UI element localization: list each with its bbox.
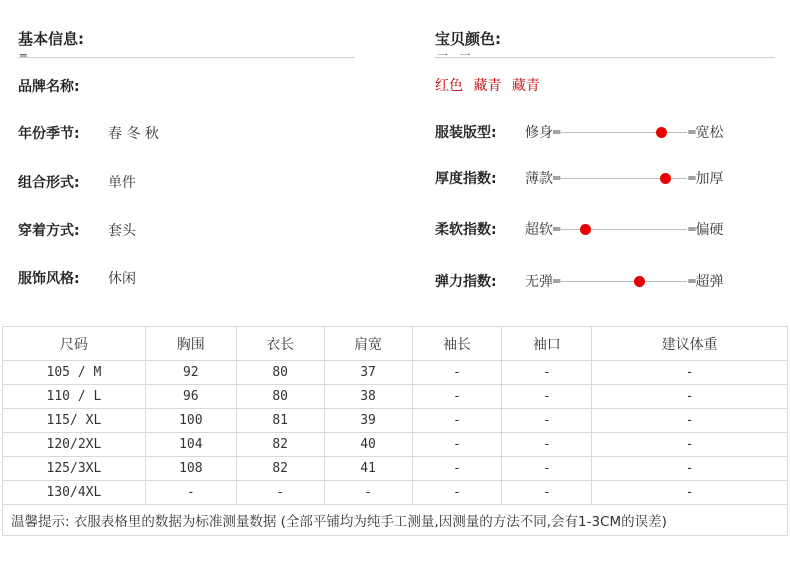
field-value: 单件 bbox=[108, 175, 136, 191]
table-cell: - bbox=[412, 385, 502, 409]
table-row bbox=[3, 457, 788, 481]
slider-high-label: 偏硬 bbox=[695, 222, 724, 238]
basic-info-divider bbox=[18, 57, 355, 58]
table-note-row bbox=[3, 505, 788, 536]
table-cell: 39 bbox=[324, 409, 412, 433]
table-cell: - bbox=[502, 457, 592, 481]
table-cell: - bbox=[236, 481, 324, 505]
table-cell: 82 bbox=[236, 457, 324, 481]
table-cell: 80 bbox=[236, 361, 324, 385]
table-cell: 41 bbox=[324, 457, 412, 481]
table-cell: - bbox=[592, 481, 788, 505]
table-header-cell: 肩宽 bbox=[324, 327, 412, 361]
slider-softness bbox=[435, 219, 723, 239]
table-cell: 96 bbox=[145, 385, 236, 409]
table-cell: - bbox=[502, 361, 592, 385]
slider-left-cap: ═ bbox=[553, 274, 561, 288]
field-value: 套头 bbox=[108, 223, 136, 239]
table-cell: - bbox=[324, 481, 412, 505]
size-table bbox=[2, 326, 788, 536]
table-cell: 120/2XL bbox=[3, 433, 146, 457]
slider-indicator bbox=[656, 127, 667, 138]
table-header-cell: 建议体重 bbox=[592, 327, 788, 361]
table-row bbox=[3, 409, 788, 433]
field-label: 组合形式: bbox=[18, 175, 80, 191]
field-wearing bbox=[18, 220, 136, 240]
field-label: 年份季节: bbox=[18, 126, 80, 142]
table-cell: - bbox=[412, 433, 502, 457]
colors-divider bbox=[435, 57, 775, 58]
slider-low-label: 超软 bbox=[525, 222, 553, 238]
table-header-cell: 胸围 bbox=[145, 327, 236, 361]
slider-right-cap: ═ bbox=[688, 125, 696, 139]
table-cell: - bbox=[502, 481, 592, 505]
table-cell: - bbox=[145, 481, 236, 505]
table-cell: 104 bbox=[145, 433, 236, 457]
field-label: 服饰风格: bbox=[18, 271, 80, 287]
table-cell: 108 bbox=[145, 457, 236, 481]
table-cell: 100 bbox=[145, 409, 236, 433]
slider-right-cap: ═ bbox=[688, 274, 696, 288]
table-cell: - bbox=[502, 385, 592, 409]
slider-label: 柔软指数: bbox=[435, 222, 497, 238]
slider-left-cap: ═ bbox=[553, 125, 561, 139]
table-cell: - bbox=[412, 409, 502, 433]
slider-indicator bbox=[660, 173, 671, 184]
slider-track bbox=[561, 223, 687, 235]
table-cell: - bbox=[592, 433, 788, 457]
colors-title: 宝贝颜色: bbox=[435, 30, 501, 48]
field-combination bbox=[18, 172, 136, 192]
slider-fit bbox=[435, 122, 723, 142]
table-row bbox=[3, 481, 788, 505]
table-cell: 37 bbox=[324, 361, 412, 385]
slider-elasticity bbox=[435, 271, 723, 291]
field-brand bbox=[18, 76, 108, 96]
slider-label: 厚度指数: bbox=[435, 171, 497, 187]
table-cell: 40 bbox=[324, 433, 412, 457]
table-cell: - bbox=[502, 433, 592, 457]
table-cell: - bbox=[592, 361, 788, 385]
table-cell: - bbox=[592, 409, 788, 433]
field-label: 品牌名称: bbox=[18, 79, 80, 95]
table-cell: 110 / L bbox=[3, 385, 146, 409]
basic-info-mark: ═ bbox=[20, 49, 31, 62]
slider-label: 服装版型: bbox=[435, 125, 497, 141]
field-value: 春 冬 秋 bbox=[108, 126, 159, 142]
slider-high-label: 宽松 bbox=[695, 125, 724, 141]
slider-track bbox=[561, 126, 687, 138]
table-header-cell: 尺码 bbox=[3, 327, 146, 361]
slider-right-cap: ═ bbox=[688, 171, 696, 185]
slider-track bbox=[561, 275, 687, 287]
field-style bbox=[18, 268, 136, 288]
table-cell: - bbox=[412, 481, 502, 505]
table-cell: 125/3XL bbox=[3, 457, 146, 481]
size-note: 温馨提示: 衣服表格里的数据为标准测量数据 (全部平铺均为纯手工测量,因测量的方法不同,会有1-3CM的误差) bbox=[3, 505, 788, 536]
field-season bbox=[18, 123, 159, 143]
table-header-cell: 袖口 bbox=[502, 327, 592, 361]
slider-left-cap: ═ bbox=[553, 222, 561, 236]
field-label: 穿着方式: bbox=[18, 223, 80, 239]
slider-high-label: 超弹 bbox=[695, 274, 724, 290]
table-header-cell: 袖长 bbox=[412, 327, 502, 361]
color-option[interactable]: 藏青 bbox=[511, 78, 540, 94]
slider-thickness bbox=[435, 168, 723, 188]
color-option[interactable]: 红色 bbox=[435, 78, 463, 94]
slider-indicator bbox=[634, 276, 645, 287]
table-row bbox=[3, 361, 788, 385]
table-header-row bbox=[3, 327, 788, 361]
table-cell: - bbox=[412, 457, 502, 481]
slider-low-label: 修身 bbox=[525, 125, 553, 141]
slider-label: 弹力指数: bbox=[435, 274, 497, 290]
color-list bbox=[435, 75, 546, 95]
table-cell: - bbox=[412, 361, 502, 385]
table-cell: 105 / M bbox=[3, 361, 146, 385]
table-row bbox=[3, 433, 788, 457]
table-header-cell: 衣长 bbox=[236, 327, 324, 361]
slider-indicator bbox=[580, 224, 591, 235]
table-cell: 82 bbox=[236, 433, 324, 457]
color-option[interactable]: 藏青 bbox=[473, 78, 502, 94]
slider-low-label: 无弹 bbox=[525, 274, 553, 290]
table-cell: 130/4XL bbox=[3, 481, 146, 505]
table-cell: 81 bbox=[236, 409, 324, 433]
table-cell: 115/ XL bbox=[3, 409, 146, 433]
table-cell: 92 bbox=[145, 361, 236, 385]
field-value: 休闲 bbox=[108, 271, 136, 287]
colors-mark: 一 一 bbox=[437, 49, 475, 62]
slider-track bbox=[561, 172, 687, 184]
slider-left-cap: ═ bbox=[553, 171, 561, 185]
basic-info-title: 基本信息: bbox=[18, 30, 84, 48]
table-cell: 38 bbox=[324, 385, 412, 409]
table-row bbox=[3, 385, 788, 409]
slider-low-label: 薄款 bbox=[525, 171, 553, 187]
slider-high-label: 加厚 bbox=[695, 171, 724, 187]
slider-right-cap: ═ bbox=[688, 222, 696, 236]
table-cell: - bbox=[592, 385, 788, 409]
table-cell: - bbox=[592, 457, 788, 481]
table-cell: - bbox=[502, 409, 592, 433]
table-cell: 80 bbox=[236, 385, 324, 409]
